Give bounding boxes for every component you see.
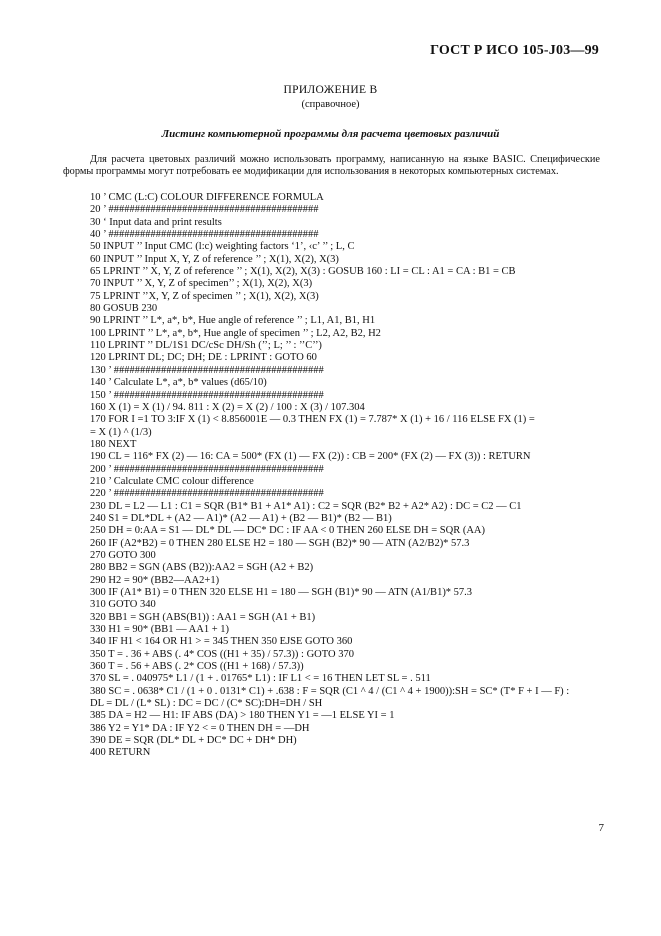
code-line: 200 ’ ######################################## bbox=[90, 463, 324, 475]
code-line: 300 IF (A1* B1) = 0 THEN 320 ELSE H1 = 180 — SGH (B1)* 90 — ATN (A1/B1)* 57.3 bbox=[90, 587, 473, 598]
code-line: 170 FOR I =1 TO 3:IF X (1) < 8.856001E — 0.3 THEN FX (1) = 7.787* X (1) + 16 / 116 ELSE FX (1) = bbox=[90, 414, 535, 426]
code-line: 130 ’ ######################################## bbox=[90, 364, 324, 376]
code-line: 230 DL = L2 — L1 : C1 = SQR (B1* B1 + A1* A1) : C2 = SQR (B2* B2 + A2* A2) : DC = C2 — C1 bbox=[90, 500, 522, 512]
code-line: 10 ’ CMC (L:C) COLOUR DIFFERENCE FORMULA bbox=[90, 192, 324, 203]
code-line: 280 BB2 = SGN (ABS (B2)):AA2 = SGH (A2 + B2) bbox=[90, 562, 314, 574]
code-line: 290 H2 = 90* (BB2—AA2+1) bbox=[90, 574, 220, 586]
code-line: 380 SC = . 0638* C1 / (1 + 0 . 0131* C1) + .638 : F = SQR (C1 ^ 4 / (C1 ^ 4 + 1900)):SH = SC* (T* F + I — F) : bbox=[90, 685, 570, 697]
code-line: 20 ’ ######################################## bbox=[90, 204, 319, 216]
code-line: 370 SL = . 040975* L1 / (1 + . 01765* L1) : IF L1 < = 16 THEN LET SL = . 511 bbox=[90, 673, 431, 685]
code-line: 50 INPUT ’’ Input CMC (l:c) weighting factors ‘1’, ‹c’ ’’ ; L, C bbox=[90, 241, 355, 253]
code-line: 60 INPUT ’’ Input X, Y, Z of reference ’’ ; X(1), X(2), X(3) bbox=[90, 253, 339, 265]
code-line: 190 CL = 116* FX (2) — 16: CA = 500* (FX (1) — FX (2)) : CB = 200* (FX (2) — FX (3)) : RETURN bbox=[90, 451, 531, 463]
code-line: 340 IF H1 < 164 OR H1 > = 345 THEN 350 EJSE GOTO 360 bbox=[90, 636, 353, 648]
code-line: 270 GOTO 300 bbox=[90, 549, 156, 561]
code-line: 320 BB1 = SGH (ABS(B1)) : AA1 = SGH (A1 + B1) bbox=[90, 611, 316, 623]
code-line: 120 LPRINT DL; DC; DH; DE : LPRINT : GOTO 60 bbox=[90, 352, 317, 364]
code-line: 360 T = . 56 + ABS (. 2* COS ((H1 + 168) / 57.3)) bbox=[90, 661, 304, 673]
code-line-continuation: = X (1) ^ (1/3) bbox=[90, 426, 152, 438]
code-line: 160 X (1) = X (1) / 94. 811 : X (2) = X (2) / 100 : X (3) / 107.304 bbox=[90, 401, 365, 413]
section-title: Листинг компьютерной программы для расчета цветовых различий bbox=[161, 128, 500, 140]
code-line: 400 RETURN bbox=[90, 747, 151, 759]
code-line: 350 T = . 36 + ABS (. 4* COS ((H1 + 35) / 57.3)) : GOTO 370 bbox=[90, 648, 354, 660]
code-line: 100 LPRINT ’’ L*, a*, b*, Hue angle of specimen ’’ ; L2, A2, B2, H2 bbox=[90, 327, 381, 339]
code-line: 310 GOTO 340 bbox=[90, 599, 156, 611]
code-line: 90 LPRINT ’’ L*, a*, b*, Hue angle of reference ’’ ; L1, A1, B1, H1 bbox=[90, 315, 376, 327]
appendix-title: ПРИЛОЖЕНИЕ В bbox=[283, 84, 378, 96]
program-listing bbox=[63, 192, 608, 760]
code-line: 386 Y2 = Y1* DA : IF Y2 < = 0 THEN DH = —DH bbox=[90, 722, 310, 734]
page-number: 7 bbox=[598, 822, 604, 834]
code-line: 330 H1 = 90* (BB1 — AA1 + 1) bbox=[90, 624, 230, 636]
appendix-subtitle: (справочное) bbox=[301, 99, 360, 110]
code-line: 75 LPRINT ’’X, Y, Z of specimen ’’ ; X(1), X(2), X(3) bbox=[90, 290, 319, 302]
standard-header: ГОСТ Р ИСО 105-J03—99 bbox=[430, 43, 599, 58]
code-line: 110 LPRINT ’’ DL/1S1 DC/cSc DH/Sh (’’; L; ’’ : ’’C’’) bbox=[90, 340, 322, 352]
code-line: 240 S1 = DL*DL + (A2 — A1)* (A2 — A1) + (B2 — B1)* (B2 — B1) bbox=[90, 512, 392, 524]
intro-paragraph: Для расчета цветовых различий можно использовать программу, написанную на языке BASIC. Специфические формы программы могут потребовать ее модификации для использования в некоторых компьютерных системах. bbox=[63, 154, 600, 178]
code-line: 70 INPUT ’’ X, Y, Z of specimen’’ ; X(1), X(2), X(3) bbox=[90, 278, 313, 290]
code-line-continuation: DL = DL / (L* SL) : DC = DC / (C* SC):DH=DH / SH bbox=[90, 698, 323, 710]
code-line: 250 DH = 0:AA = S1 — DL* DL — DC* DC : IF AA < 0 THEN 260 ELSE DH = SQR (AA) bbox=[90, 525, 485, 537]
code-line: 80 GOSUB 230 bbox=[90, 303, 158, 315]
code-line: 220 ’ ######################################## bbox=[90, 488, 324, 500]
code-line: 65 LPRINT ’’ X, Y, Z of reference ’’ ; X(1), X(2), X(3) : GOSUB 160 : LI = CL : A1 = CA : B1 = CB bbox=[90, 266, 516, 278]
code-line: 140 ’ Calculate L*, a*, b* values (d65/10) bbox=[90, 377, 267, 389]
code-line: 210 ’ Calculate CMC colour difference bbox=[90, 475, 254, 487]
code-line: 385 DA = H2 — H1: IF ABS (DA) > 180 THEN Y1 = —1 ELSE YI = 1 bbox=[90, 710, 395, 722]
code-line: 260 IF (A2*B2) = 0 THEN 280 ELSE H2 = 180 — SGH (B2)* 90 — ATN (A2/B2)* 57.3 bbox=[90, 537, 470, 549]
code-line: 150 ’ ######################################## bbox=[90, 389, 324, 401]
code-line: 390 DE = SQR (DL* DL + DC* DC + DH* DH) bbox=[90, 735, 297, 747]
code-line: 180 NEXT bbox=[90, 438, 137, 450]
code-line: 40 ’ ######################################## bbox=[90, 229, 319, 241]
code-line: 30 ‘ Input data and print results bbox=[90, 216, 222, 228]
